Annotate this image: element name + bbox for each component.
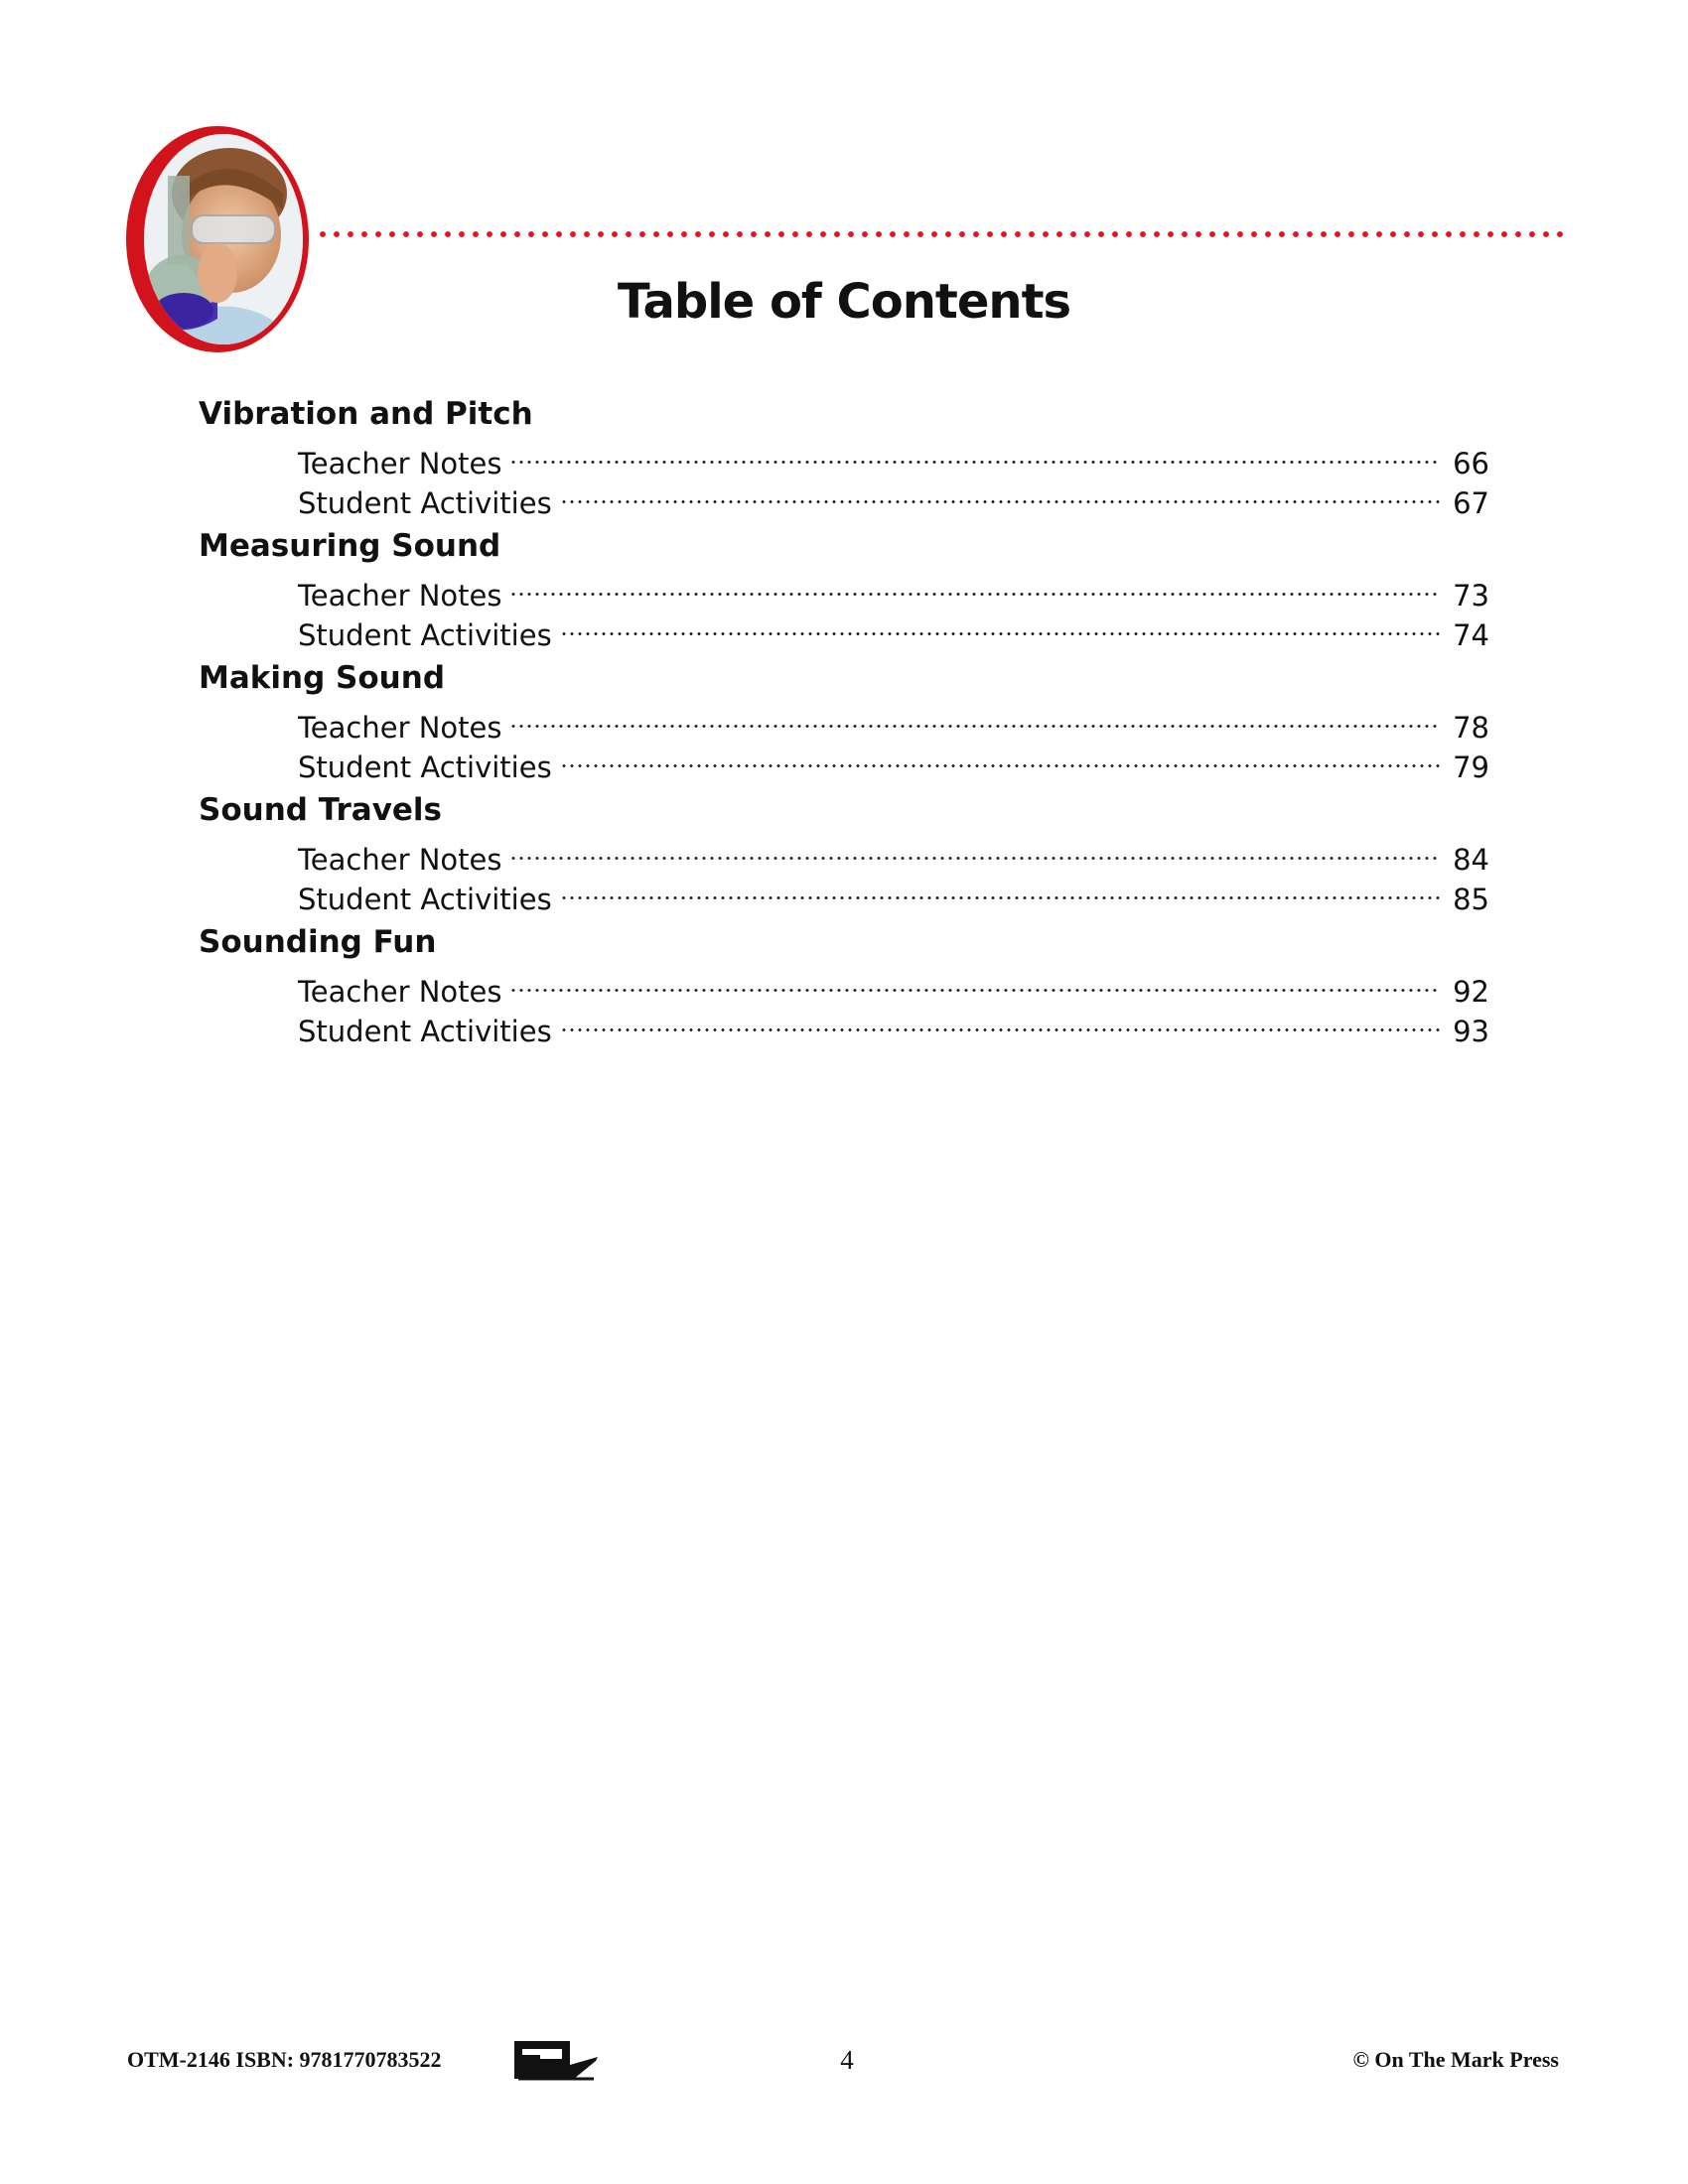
section-title: Measuring Sound	[199, 528, 501, 564]
dot-leader	[509, 830, 1440, 870]
footer-code-isbn: OTM-2146 ISBN: 9781770783522	[127, 2047, 442, 2072]
entry-page-number: 66	[1453, 447, 1489, 480]
toc-entry[interactable]	[298, 830, 1489, 877]
entry-label: Student Activities	[298, 751, 552, 784]
dot-leader	[560, 1002, 1440, 1041]
page-title: Table of Contents	[617, 274, 1071, 330]
entry-label: Student Activities	[298, 883, 552, 916]
entry-label: Student Activities	[298, 1015, 552, 1048]
table-of-contents	[199, 394, 1489, 1054]
entry-page-number: 92	[1453, 975, 1489, 1009]
entry-label: Teacher Notes	[298, 975, 502, 1009]
entry-label: Teacher Notes	[298, 447, 502, 480]
entry-page-number: 84	[1453, 843, 1489, 877]
dot-leader	[509, 698, 1440, 738]
toc-section	[199, 922, 1489, 1048]
page-footer	[127, 2035, 1559, 2085]
toc-section	[199, 526, 1489, 652]
toc-entry[interactable]	[298, 434, 1489, 480]
entry-label: Teacher Notes	[298, 711, 502, 745]
entry-page-number: 93	[1453, 1015, 1489, 1048]
red-dotted-rule	[316, 230, 1569, 238]
toc-section	[199, 790, 1489, 916]
section-title: Sound Travels	[199, 792, 443, 828]
entry-page-number: 73	[1453, 579, 1489, 613]
entry-page-number: 85	[1453, 883, 1489, 916]
section-title: Sounding Fun	[199, 924, 437, 960]
dot-leader	[560, 870, 1440, 909]
section-title: Vibration and Pitch	[199, 396, 533, 432]
page-number: 4	[840, 2045, 854, 2075]
dot-leader	[509, 434, 1440, 474]
footer-copyright: © On The Mark Press	[1352, 2047, 1559, 2072]
entry-label: Teacher Notes	[298, 843, 502, 877]
entry-page-number: 79	[1453, 751, 1489, 784]
entry-label: Student Activities	[298, 486, 552, 520]
toc-entry[interactable]	[298, 566, 1489, 613]
dot-leader	[560, 738, 1440, 777]
toc-entry[interactable]	[298, 698, 1489, 745]
section-title: Making Sound	[199, 660, 446, 696]
entry-label: Teacher Notes	[298, 579, 502, 613]
dot-leader	[509, 566, 1440, 606]
book-logo-icon	[510, 2035, 600, 2085]
toc-section	[199, 658, 1489, 784]
dot-leader	[560, 606, 1440, 645]
toc-section	[199, 394, 1489, 520]
dot-leader	[509, 962, 1440, 1002]
entry-label: Student Activities	[298, 618, 552, 652]
entry-page-number: 67	[1453, 486, 1489, 520]
entry-page-number: 78	[1453, 711, 1489, 745]
dot-leader	[560, 474, 1440, 513]
toc-entry[interactable]	[298, 962, 1489, 1009]
entry-page-number: 74	[1453, 618, 1489, 652]
